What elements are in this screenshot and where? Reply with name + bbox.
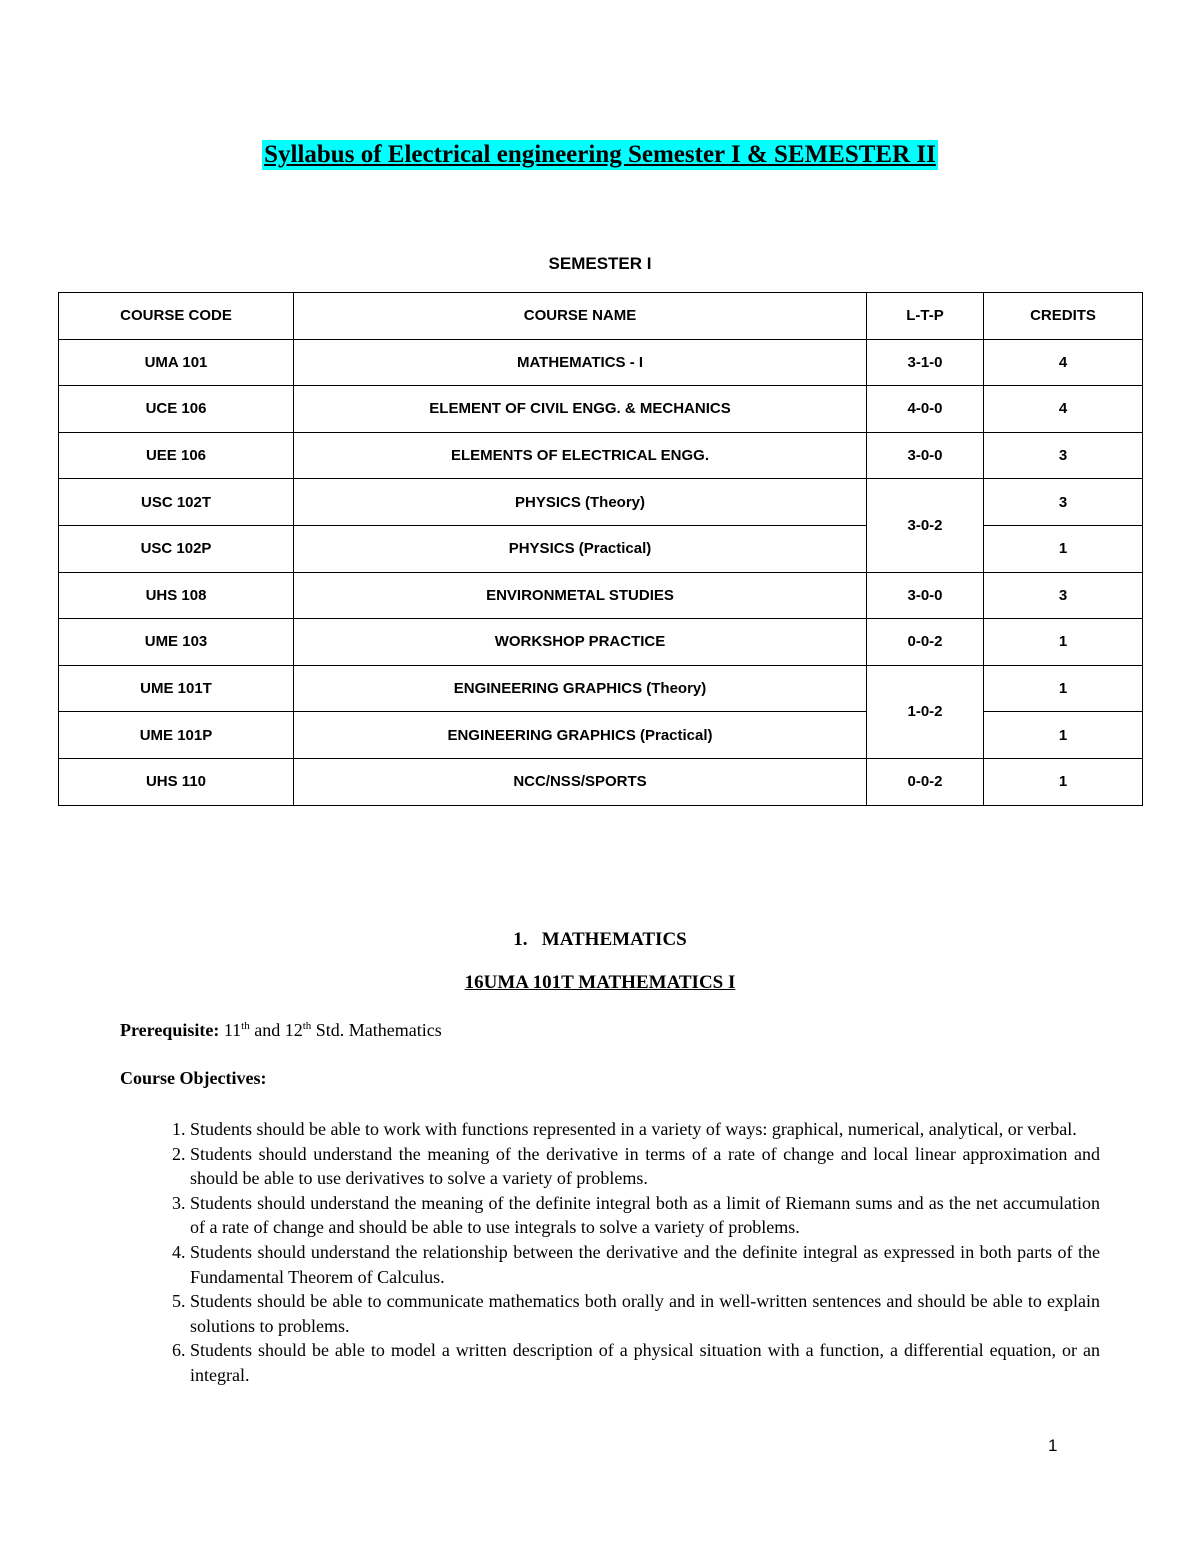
course-name: NCC/NSS/SPORTS	[294, 758, 867, 805]
course-code: UHS 110	[59, 758, 294, 805]
course-name: PHYSICS (Theory)	[294, 479, 867, 526]
table-row	[59, 479, 1143, 526]
table-header-row	[59, 293, 1143, 340]
list-item: 1. Students should be able to work with functions represented in a variety of ways: graphical, numerical, analytical, or verbal.	[190, 1117, 1100, 1142]
table-row	[59, 339, 1143, 386]
course-credits: 1	[984, 712, 1143, 759]
list-item: 6. Students should be able to model a written description of a physical situation with a function, a differential equation, or an integral.	[190, 1338, 1100, 1387]
prereq-and: and	[254, 1020, 281, 1040]
course-name: ENGINEERING GRAPHICS (Theory)	[294, 665, 867, 712]
course-code: UHS 108	[59, 572, 294, 619]
header-course-name: COURSE NAME	[294, 293, 867, 340]
section-heading	[0, 929, 1200, 951]
course-ltp: 1-0-2	[867, 665, 984, 758]
course-name: ELEMENT OF CIVIL ENGG. & MECHANICS	[294, 386, 867, 433]
course-name: ELEMENTS OF ELECTRICAL ENGG.	[294, 432, 867, 479]
list-item: 2. Students should understand the meaning of the derivative in terms of a rate of change and local linear approximation and should be able to use derivatives to solve a variety of problems.	[190, 1142, 1100, 1191]
course-credits: 1	[984, 619, 1143, 666]
course-ltp: 0-0-2	[867, 619, 984, 666]
course-credits: 3	[984, 572, 1143, 619]
course-ltp: 3-1-0	[867, 339, 984, 386]
course-code: USC 102T	[59, 479, 294, 526]
course-name: ENVIRONMETAL STUDIES	[294, 572, 867, 619]
course-name: WORKSHOP PRACTICE	[294, 619, 867, 666]
objectives-list	[150, 1117, 1100, 1388]
header-ltp: L-T-P	[867, 293, 984, 340]
prerequisite-label: Prerequisite:	[120, 1020, 220, 1040]
section-title: MATHEMATICS	[541, 929, 687, 950]
table-row	[59, 619, 1143, 666]
course-ltp: 3-0-0	[867, 432, 984, 479]
table-row	[59, 432, 1143, 479]
course-credits: 3	[984, 432, 1143, 479]
course-credits: 4	[984, 386, 1143, 433]
course-code: UME 101T	[59, 665, 294, 712]
course-name: ENGINEERING GRAPHICS (Practical)	[294, 712, 867, 759]
section-number: 1.	[513, 929, 528, 950]
course-ltp: 0-0-2	[867, 758, 984, 805]
list-item: 3. Students should understand the meaning of the definite integral both as a limit of Riemann sums and as the net accumulation of a rate of change and should be able to use integrals to solve a variety of problems.	[190, 1191, 1100, 1240]
table-row	[59, 572, 1143, 619]
table-row	[59, 758, 1143, 805]
course-table	[58, 292, 1143, 806]
semester-heading: SEMESTER I	[548, 254, 652, 273]
course-ltp: 4-0-0	[867, 386, 984, 433]
course-code: USC 102P	[59, 525, 294, 572]
course-code: UME 103	[59, 619, 294, 666]
header-credits: CREDITS	[984, 293, 1143, 340]
course-code: UME 101P	[59, 712, 294, 759]
table-row	[59, 386, 1143, 433]
list-item: 5. Students should be able to communicate mathematics both orally and in well-written sentences and should be able to explain solutions to problems.	[190, 1289, 1100, 1338]
prereq-grade-1: 11	[223, 1020, 242, 1040]
prereq-rest: Std. Mathematics	[315, 1020, 442, 1040]
objectives-heading: Course Objectives:	[120, 1068, 267, 1088]
course-title: 16UMA 101T MATHEMATICS I	[464, 972, 736, 993]
course-code: UEE 106	[59, 432, 294, 479]
course-ltp: 3-0-0	[867, 572, 984, 619]
title-container	[0, 140, 1200, 170]
course-credits: 3	[984, 479, 1143, 526]
course-credits: 1	[984, 665, 1143, 712]
course-credits: 1	[984, 525, 1143, 572]
prereq-sup-2: th	[302, 1020, 312, 1032]
page-number: 1	[1048, 1436, 1058, 1455]
course-name: MATHEMATICS - I	[294, 339, 867, 386]
header-course-code: COURSE CODE	[59, 293, 294, 340]
prereq-sup-1: th	[241, 1020, 250, 1032]
course-credits: 1	[984, 758, 1143, 805]
course-code: UCE 106	[59, 386, 294, 433]
course-credits: 4	[984, 339, 1143, 386]
prerequisite	[120, 1020, 442, 1041]
course-ltp: 3-0-2	[867, 479, 984, 572]
course-name: PHYSICS (Practical)	[294, 525, 867, 572]
page-title: Syllabus of Electrical engineering Semester I & SEMESTER II	[264, 141, 936, 168]
course-code: UMA 101	[59, 339, 294, 386]
list-item: 4. Students should understand the relationship between the derivative and the definite integral as expressed in both parts of the Fundamental Theorem of Calculus.	[190, 1240, 1100, 1289]
prereq-grade-2: 12	[284, 1020, 303, 1040]
table-row	[59, 665, 1143, 712]
